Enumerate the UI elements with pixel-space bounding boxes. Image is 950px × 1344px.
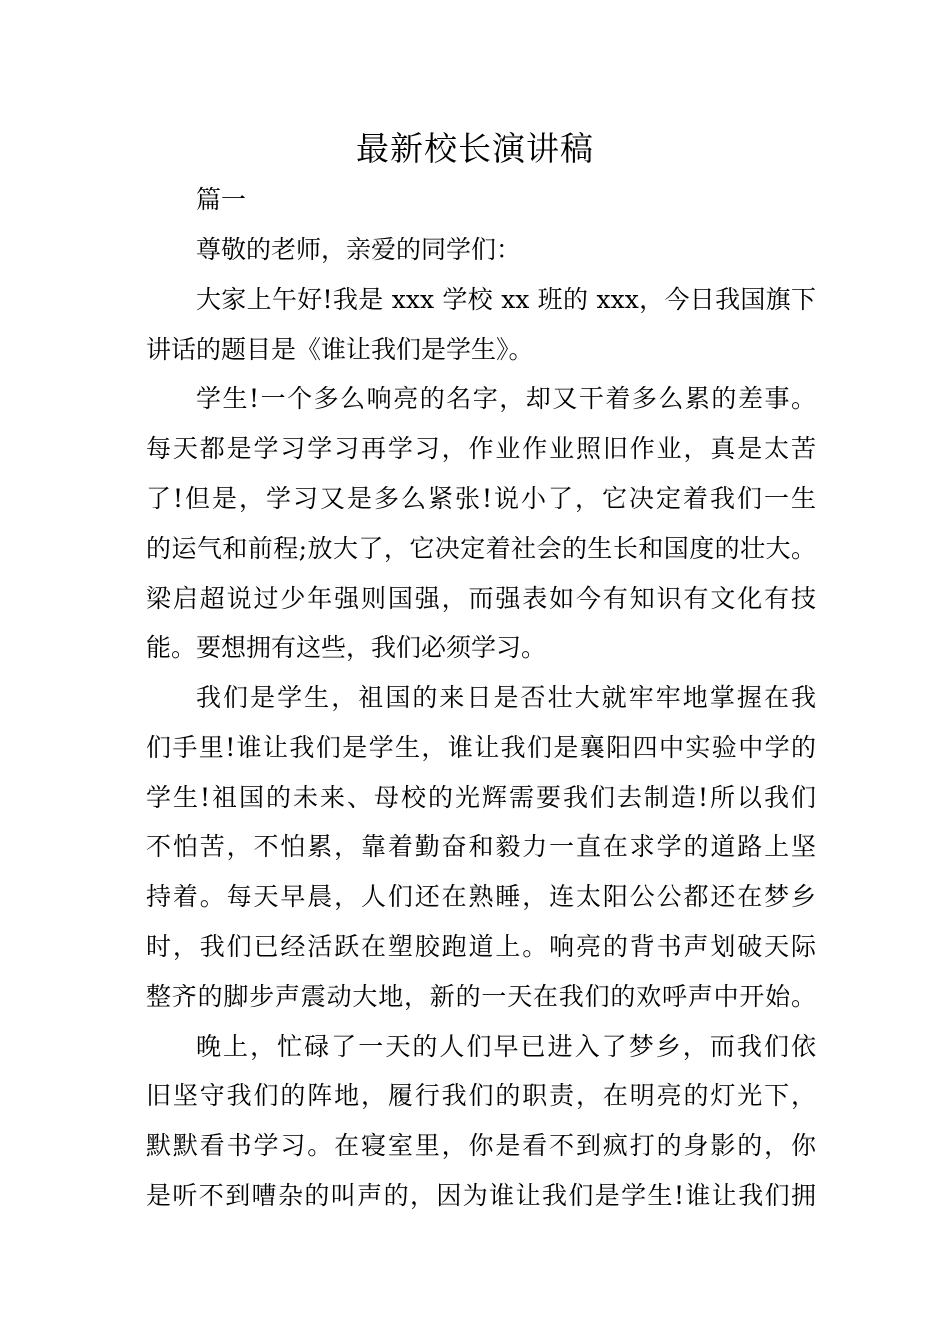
text-line: 我们是学生，祖国的来日是否壮大就牢牢地掌握在我 [196, 683, 816, 712]
text-line: 学生!一个多么响亮的名字，却又干着多么累的差事。 [196, 384, 816, 413]
text-line: 能。要想拥有这些，我们必须学习。 [146, 633, 547, 662]
text-line: 旧坚守我们的阵地，履行我们的职责，在明亮的灯光下， [146, 1081, 816, 1110]
text-line: 时，我们已经活跃在塑胶跑道上。响亮的背书声划破天际 [146, 932, 816, 961]
text-line: 默默看书学习。在寝室里，你是看不到疯打的身影的，你 [146, 1131, 816, 1160]
text-line: 每天都是学习学习再学习，作业作业照旧作业，真是太苦 [146, 434, 816, 463]
text-line: 大家上午好!我是 xxx 学校 xx 班的 xxx，今日我国旗下 [196, 285, 816, 314]
text-line: 的运气和前程;放大了，它决定着社会的生长和国度的壮大。 [146, 534, 816, 563]
text-line: 整齐的脚步声震动大地，新的一天在我们的欢呼声中开始。 [146, 982, 816, 1011]
document-title: 最新校长演讲稿 [356, 129, 594, 168]
text-line: 是听不到嘈杂的叫声的，因为谁让我们是学生!谁让我们拥 [146, 1181, 816, 1210]
text-line: 们手里!谁让我们是学生，谁让我们是襄阳四中实验中学的 [146, 733, 816, 762]
text-line: 持着。每天早晨，人们还在熟睡，连太阳公公都还在梦乡 [146, 882, 816, 911]
salutation: 尊敬的老师，亲爱的同学们： [196, 235, 522, 264]
text-line: 了!但是，学习又是多么紧张!说小了，它决定着我们一生 [146, 484, 816, 513]
text-line: 晚上，忙碌了一天的人们早已进入了梦乡，而我们依 [196, 1032, 816, 1061]
text-line: 学生!祖国的未来、母校的光辉需要我们去制造!所以我们 [146, 783, 816, 812]
text-line: 讲话的题目是《谁让我们是学生》。 [146, 335, 534, 364]
text-line: 梁启超说过少年强则国强，而强表如今有知识有文化有技 [146, 584, 816, 613]
section-heading: 篇一 [196, 185, 247, 214]
text-line: 不怕苦，不怕累，靠着勤奋和毅力一直在求学的道路上坚 [146, 832, 816, 861]
